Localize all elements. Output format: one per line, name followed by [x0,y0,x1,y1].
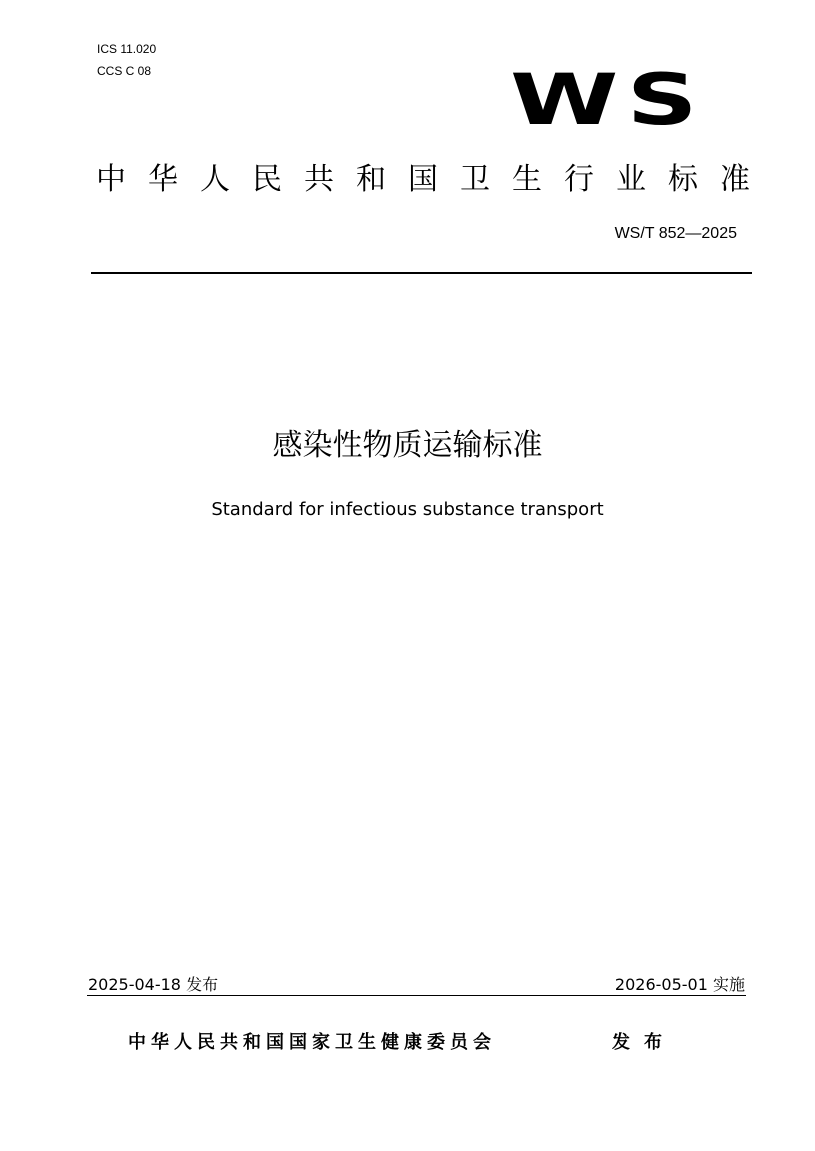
ccs-code: CCS C 08 [97,64,152,78]
issue-date: 2025-04-18 发布 [88,975,219,994]
implementation-date: 2026-05-01 实施 [614,975,745,994]
standard-type-heading: 中华人民共和国卫生行业标准 [96,162,772,197]
bottom-divider [87,995,746,996]
standard-number: WS/T 852—2025 [614,225,737,242]
ws-logo [508,68,708,128]
issuing-authority: 中华人民共和国国家卫生健康委员会 [128,1032,496,1053]
document-title-en: Standard for infectious substance transport [211,499,604,520]
ics-code: ICS 11.020 [97,42,157,56]
ws-logo-text: WS [510,68,706,128]
issue-verb: 发布 [612,1032,676,1053]
top-divider [91,272,752,274]
document-title-cn: 感染性物质运输标准 [272,428,543,463]
